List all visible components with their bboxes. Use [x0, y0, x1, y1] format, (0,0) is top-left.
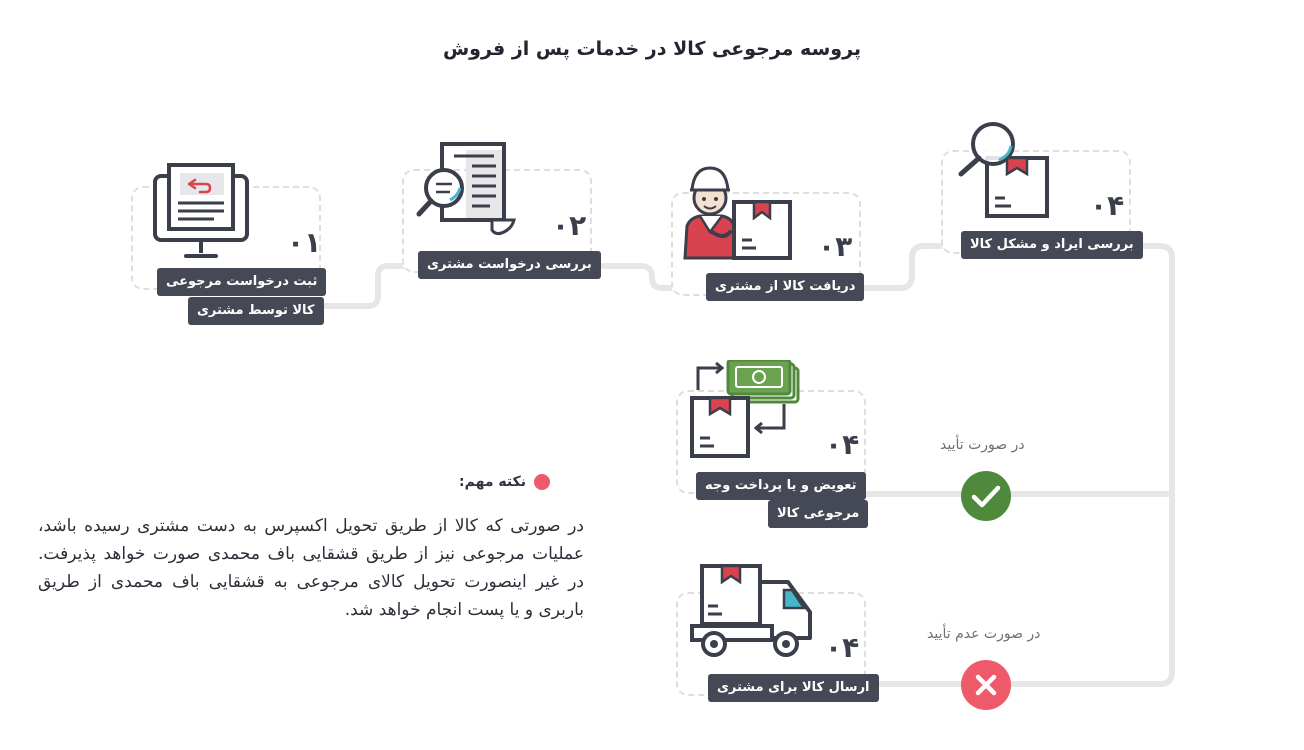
document-magnifier-icon [414, 140, 524, 244]
check-icon [961, 471, 1011, 521]
condition-rejected-label: در صورت عدم تأیید [927, 626, 1041, 642]
condition-approved-label: در صورت تأیید [940, 437, 1025, 453]
step-number-04-inspect: ۰۴ [1090, 189, 1125, 222]
step-label-03: دریافت کالا از مشتری [706, 273, 864, 301]
note-heading [440, 474, 550, 490]
step-label-02: بررسی درخواست مشتری [418, 251, 601, 279]
red-dot-icon [534, 474, 550, 490]
step-label-04-exchange-line2: مرجوعی کالا [768, 500, 868, 528]
monitor-return-icon [152, 163, 252, 267]
step-label-01-line2: کالا توسط مشتری [188, 297, 324, 325]
step-number-02: ۰۲ [552, 209, 587, 242]
box-money-exchange-icon [688, 360, 803, 464]
cross-icon [961, 660, 1011, 710]
step-label-04-ship: ارسال کالا برای مشتری [708, 674, 879, 702]
step-label-04-exchange-line1: تعویض و یا پرداخت وجه [696, 472, 866, 500]
page-title: پروسه مرجوعی کالا در خدمات پس از فروش [442, 38, 862, 60]
box-magnifier-icon [955, 120, 1055, 224]
step-label-01-line1: ثبت درخواست مرجوعی [157, 268, 326, 296]
note-body: در صورتی که کالا از طریق تحویل اکسپرس به دست مشتری رسیده باشد، عملیات مرجوعی نیز از طریق قشقایی باف محمدی صورت خواهد پذیرفت. در غیر اینصورت تحویل کالای مرجوعی به قشقایی باف محمدی از طریق باربری و یا پست انجام خواهد شد. [38, 516, 584, 620]
note-heading-text: نکته مهم: [459, 474, 526, 490]
delivery-truck-icon [688, 562, 818, 666]
step-number-04-ship: ۰۴ [825, 631, 860, 664]
step-label-04-inspect: بررسی ایراد و مشکل کالا [961, 231, 1143, 259]
step-number-04-exchange: ۰۴ [825, 428, 860, 461]
courier-box-icon [682, 162, 797, 266]
step-number-01: ۰۱ [287, 226, 322, 259]
step-number-03: ۰۳ [818, 230, 853, 263]
